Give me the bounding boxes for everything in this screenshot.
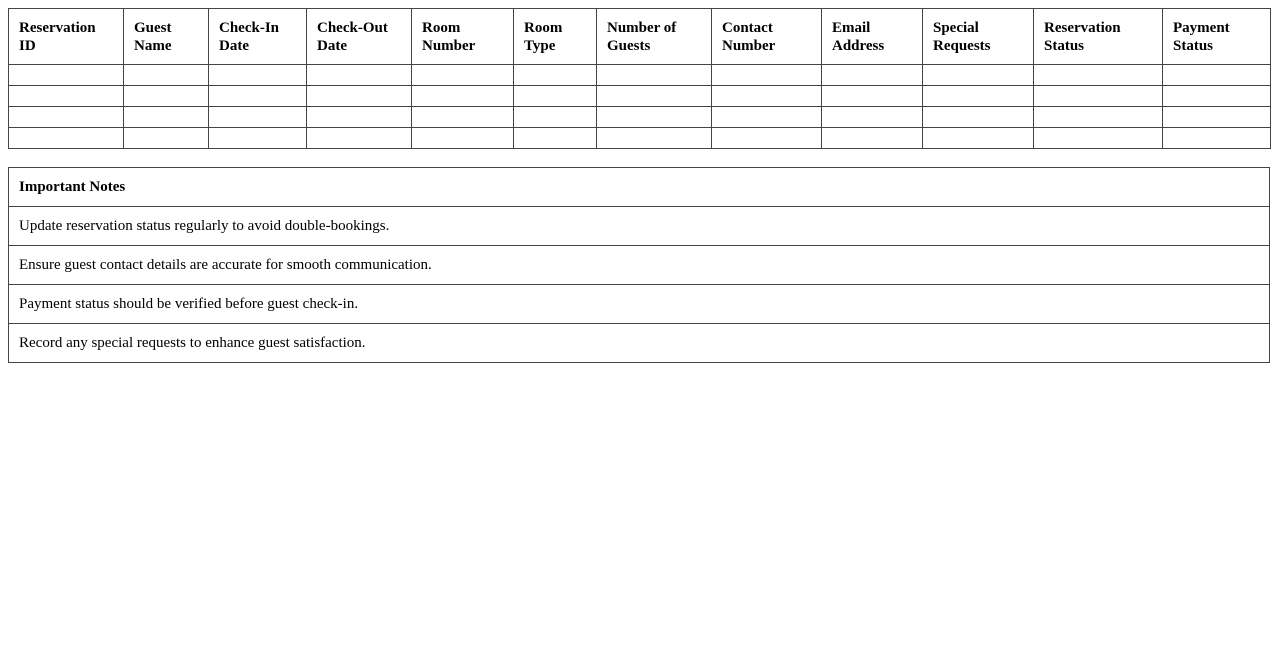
table-cell[interactable] bbox=[514, 107, 597, 128]
table-cell[interactable] bbox=[412, 107, 514, 128]
note-text: Update reservation status regularly to avoid double-bookings. bbox=[9, 207, 1270, 246]
table-cell[interactable] bbox=[712, 65, 822, 86]
table-cell[interactable] bbox=[412, 128, 514, 149]
table-cell[interactable] bbox=[712, 128, 822, 149]
table-cell[interactable] bbox=[209, 86, 307, 107]
table-cell[interactable] bbox=[1163, 65, 1271, 86]
table-cell[interactable] bbox=[1163, 128, 1271, 149]
table-cell[interactable] bbox=[597, 86, 712, 107]
table-cell[interactable] bbox=[1034, 107, 1163, 128]
column-header: Room Type bbox=[514, 9, 597, 65]
table-cell[interactable] bbox=[923, 128, 1034, 149]
note-row bbox=[9, 285, 1270, 324]
note-row bbox=[9, 207, 1270, 246]
table-cell[interactable] bbox=[307, 107, 412, 128]
table-cell[interactable] bbox=[514, 65, 597, 86]
table-row bbox=[9, 86, 1271, 107]
table-cell[interactable] bbox=[124, 65, 209, 86]
note-text: Payment status should be verified before guest check-in. bbox=[9, 285, 1270, 324]
table-cell[interactable] bbox=[1034, 86, 1163, 107]
column-header: Reservation ID bbox=[9, 9, 124, 65]
table-cell[interactable] bbox=[597, 65, 712, 86]
table-cell[interactable] bbox=[923, 86, 1034, 107]
table-cell[interactable] bbox=[822, 65, 923, 86]
column-header: Special Requests bbox=[923, 9, 1034, 65]
table-cell[interactable] bbox=[822, 107, 923, 128]
table-cell[interactable] bbox=[514, 86, 597, 107]
column-header: Number of Guests bbox=[597, 9, 712, 65]
table-cell[interactable] bbox=[209, 128, 307, 149]
table-cell[interactable] bbox=[209, 65, 307, 86]
table-cell[interactable] bbox=[307, 86, 412, 107]
notes-table bbox=[8, 167, 1270, 363]
table-cell[interactable] bbox=[307, 128, 412, 149]
note-text: Ensure guest contact details are accurate for smooth communication. bbox=[9, 246, 1270, 285]
table-cell[interactable] bbox=[412, 86, 514, 107]
table-cell[interactable] bbox=[9, 128, 124, 149]
table-cell[interactable] bbox=[514, 128, 597, 149]
table-cell[interactable] bbox=[307, 65, 412, 86]
table-cell[interactable] bbox=[923, 65, 1034, 86]
table-cell[interactable] bbox=[1163, 86, 1271, 107]
table-cell[interactable] bbox=[9, 107, 124, 128]
note-row bbox=[9, 246, 1270, 285]
table-cell[interactable] bbox=[124, 86, 209, 107]
table-row bbox=[9, 107, 1271, 128]
reservations-table bbox=[8, 8, 1271, 149]
column-header: Reservation Status bbox=[1034, 9, 1163, 65]
table-cell[interactable] bbox=[1034, 128, 1163, 149]
table-cell[interactable] bbox=[1034, 65, 1163, 86]
table-cell[interactable] bbox=[822, 86, 923, 107]
table-cell[interactable] bbox=[9, 86, 124, 107]
table-cell[interactable] bbox=[124, 107, 209, 128]
table-cell[interactable] bbox=[712, 86, 822, 107]
table-cell[interactable] bbox=[1163, 107, 1271, 128]
table-cell[interactable] bbox=[9, 65, 124, 86]
column-header: Payment Status bbox=[1163, 9, 1271, 65]
table-cell[interactable] bbox=[712, 107, 822, 128]
column-header: Contact Number bbox=[712, 9, 822, 65]
header-row bbox=[9, 9, 1271, 65]
notes-header-row bbox=[9, 168, 1270, 207]
note-text: Record any special requests to enhance guest satisfaction. bbox=[9, 324, 1270, 363]
table-row bbox=[9, 65, 1271, 86]
notes-title: Important Notes bbox=[9, 168, 1270, 207]
column-header: Room Number bbox=[412, 9, 514, 65]
table-cell[interactable] bbox=[597, 128, 712, 149]
column-header: Email Address bbox=[822, 9, 923, 65]
table-cell[interactable] bbox=[209, 107, 307, 128]
column-header: Check-Out Date bbox=[307, 9, 412, 65]
table-cell[interactable] bbox=[412, 65, 514, 86]
note-row bbox=[9, 324, 1270, 363]
column-header: Check-In Date bbox=[209, 9, 307, 65]
table-cell[interactable] bbox=[923, 107, 1034, 128]
table-cell[interactable] bbox=[597, 107, 712, 128]
column-header: Guest Name bbox=[124, 9, 209, 65]
table-cell[interactable] bbox=[822, 128, 923, 149]
table-cell[interactable] bbox=[124, 128, 209, 149]
table-row bbox=[9, 128, 1271, 149]
